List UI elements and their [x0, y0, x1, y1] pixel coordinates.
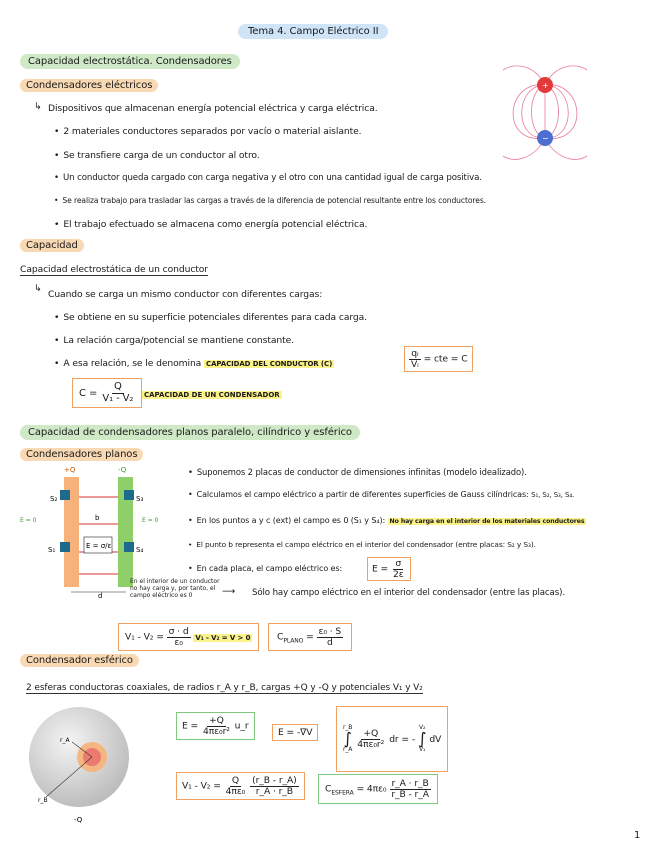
label-e-mid: E = σ/ε — [86, 542, 112, 550]
label-e-right: E = 0 — [142, 517, 159, 524]
highlight-capacidad-conductor: CAPACIDAD DEL CONDUCTOR (C) — [206, 360, 333, 368]
bullet-item: • El trabajo efectuado se almacena como energía potencial eléctrica. — [54, 219, 367, 230]
formula-c-plano: $C_{PLANO}$ = $\frac{\text{ε₀ · S}}{d}$ — [268, 623, 352, 651]
bullet-item: • En los puntos a y c (ext) el campo es 0 (S₁ y S₄): No hay carga en el interior de los materiales conductores — [188, 516, 586, 525]
label-ra: r_A — [60, 737, 70, 744]
bullet-item: • Se realiza trabajo para trasladar las cargas a través de la diferencia de potencial resultante entre los conductores. — [54, 196, 486, 205]
formula-capacidad: C = $\frac{Q}{\text{V₁ - V₂}}$ — [72, 378, 142, 408]
label-minus-q: -Q — [118, 466, 127, 474]
formula-field-plate: E = $\frac{\sigma}{2\varepsilon}$ — [367, 557, 411, 581]
label-e-left: E = 0 — [20, 517, 37, 524]
label-d: d — [98, 592, 103, 600]
formula-integral: r_B ∫ r_A $\frac{+Q}{\text{4πε₀r²}}$ dr = - V₂ ∫ V₁ dV — [336, 706, 448, 772]
subheading-condensador-esferico: Condensador esférico — [20, 654, 139, 667]
bullet-item: • Se obtiene en su superficie potenciales diferentes para cada carga. — [54, 312, 367, 323]
note-interior: En el interior de un conductor no hay carga y, por tanto, el campo eléctrico es 0 — [130, 578, 220, 600]
intro-text: Dispositivos que almacenan energía potencial eléctrica y carga eléctrica. — [48, 103, 378, 114]
section-heading-condensadores-planos: Capacidad de condensadores planos paralelo, cilíndrico y esférico — [20, 425, 360, 440]
label-b: b — [95, 514, 100, 522]
label-plus-q: +Q — [64, 466, 76, 474]
bullet-item: • El punto b representa el campo eléctrico en el interior del condensador (entre placas: S₂ y S₃). — [188, 540, 536, 549]
label-minus-q: -Q — [74, 816, 83, 824]
label-rb: r_B — [38, 797, 48, 804]
formula-c-esfera: $C_{ESFERA} = 4\pi\varepsilon_0$ $\frac{r\_A \cdot r\_B}{r\_B - r\_A}$ — [318, 774, 438, 804]
intro-text: Cuando se carga un mismo conductor con diferentes cargas: — [48, 289, 323, 300]
label-s2: S₂ — [50, 495, 58, 503]
highlight-no-charge: No hay carga en el interior de los materiales conductores — [389, 518, 585, 525]
subheading-capacidad-conductor: Capacidad electrostática de un conductor — [20, 264, 208, 275]
bullet-item: • En cada placa, el campo eléctrico es: — [188, 564, 342, 573]
label-s1: S₁ — [48, 546, 56, 554]
bullet-item: • Calculamos el campo eléctrico a partir de diferentes superficies de Gauss cilíndricas: S₁, S₂, S₃, S₄. — [188, 490, 574, 499]
subheading-condensadores-planos: Condensadores planos — [20, 448, 143, 461]
only-field-text: Sólo hay campo eléctrico en el interior del condensador (entre las placas). — [252, 588, 565, 598]
bullet-item: • Un conductor queda cargado con carga negativa y el otro con una cantidad igual de carga positiva. — [54, 173, 482, 183]
arrow-icon: ↳ — [34, 283, 42, 294]
formula-gradient: E = -∇V — [272, 724, 318, 741]
subheading-capacidad: Capacidad — [20, 239, 84, 252]
label-s3: S₃ — [136, 495, 144, 503]
svg-text:+: + — [542, 81, 549, 90]
formula-v-spherical: V₁ - V₂ = $\frac{Q}{\text{4πε₀}}$ $\frac{(r\_B - r\_A)}{r\_A \cdot r\_B}$ — [176, 772, 305, 800]
arrow-icon: ⟶ — [222, 586, 236, 597]
section-heading-capacidad-electrostatica: Capacidad electrostática. Condensadores — [20, 54, 240, 69]
bullet-item: • A esa relación, se le denomina CAPACIDAD DEL CONDUCTOR (C) — [54, 358, 334, 369]
label-s4: S₄ — [136, 546, 144, 554]
bullet-item: • Suponemos 2 placas de conductor de dimensiones infinitas (modelo idealizado). — [188, 467, 527, 477]
formula-potential-difference: V₁ - V₂ = $\frac{\sigma \cdot d}{\text{ε₀}}$ V₁ - V₂ = V > 0 — [118, 623, 259, 651]
svg-text:−: − — [542, 134, 549, 143]
arrow-icon: ↳ — [34, 101, 42, 112]
bullet-item: • 2 materiales conductores separados por vacío o material aislante. — [54, 126, 361, 137]
intro-text: 2 esferas conductoras coaxiales, de radios r_A y r_B, cargas +Q y -Q y potenciales V₁ y V₂ — [26, 683, 423, 693]
page-number: 1 — [634, 830, 641, 841]
subheading-condensadores-electricos: Condensadores eléctricos — [20, 79, 158, 92]
bullet-item: • La relación carga/potencial se mantiene constante. — [54, 335, 294, 346]
highlight-capacidad-condensador: CAPACIDAD DE UN CONDENSADOR — [144, 391, 280, 399]
formula-e-field: E = $\frac{+Q}{\text{4πε₀r²}}$ u_r — [176, 712, 255, 740]
sphere-diagram — [24, 702, 134, 827]
dipole-field-illustration — [495, 60, 595, 170]
formula-q-over-v: $\frac{\text{qᵢ}}{\text{Vᵢ}}$ = cte = C — [404, 346, 473, 372]
bullet-item: • Se transfiere carga de un conductor al otro. — [54, 150, 260, 161]
page-title: Tema 4. Campo Eléctrico II — [238, 24, 388, 39]
